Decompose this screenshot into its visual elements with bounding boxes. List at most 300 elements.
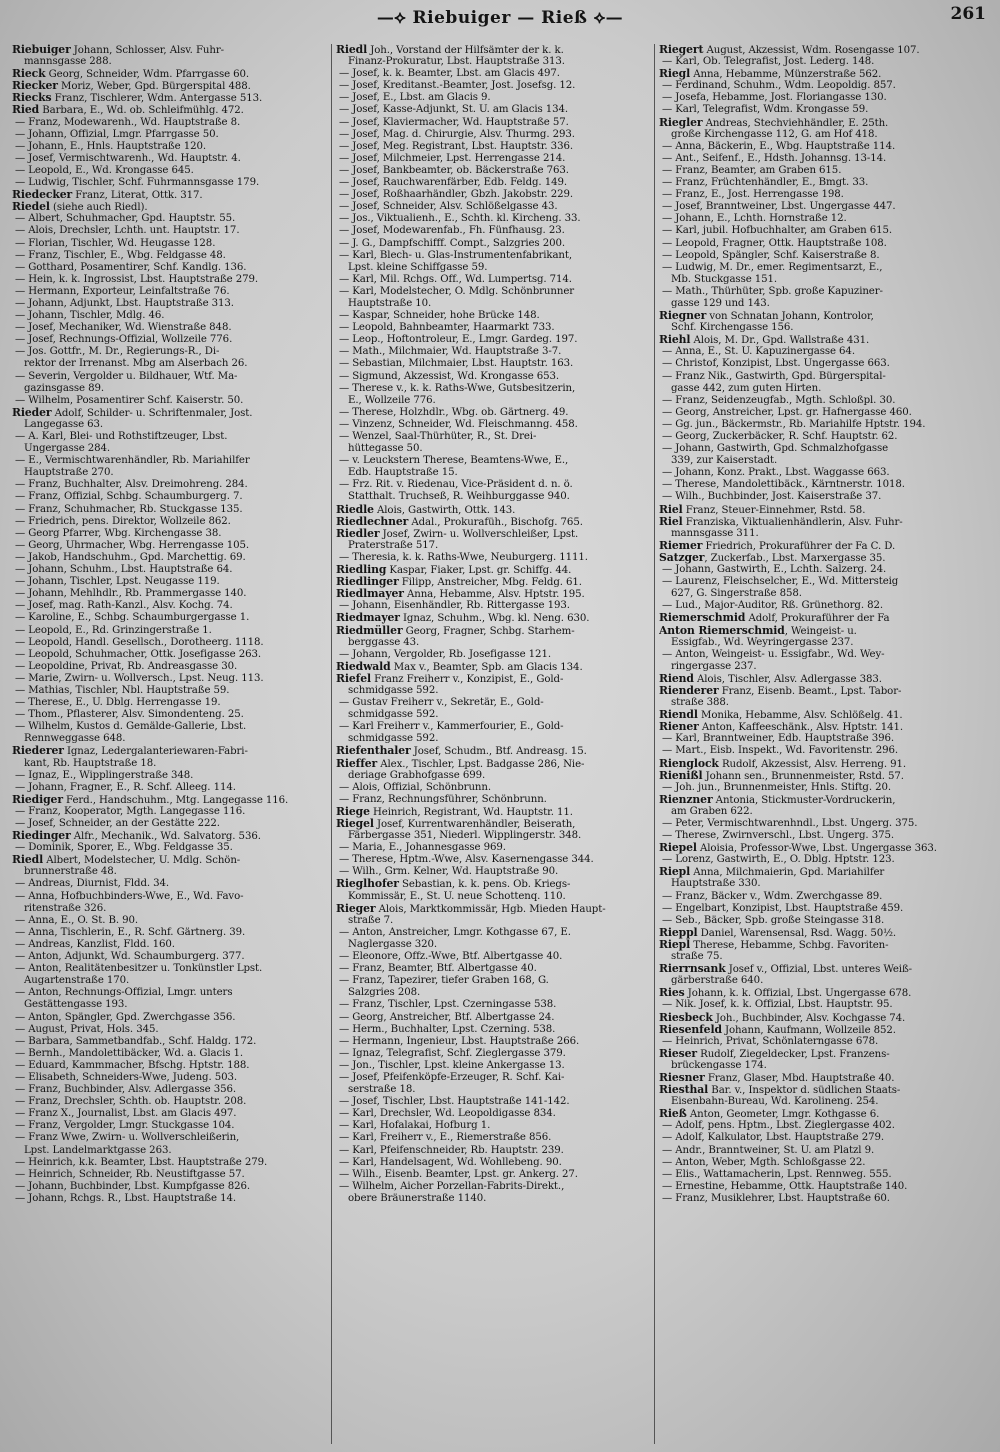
sub-entry: — Josef, Mag. d. Chirurgie, Alsv. Thurmg. 293. <box>339 128 575 140</box>
sub-entry: — Josef, Modewarenfab., Fh. Fünfhausg. 23. <box>339 225 565 237</box>
entry-details: Heinrich, Registrant, Wd. Hauptstr. 11. <box>369 806 573 818</box>
entry-continuation: brunnerstraße 48. <box>24 866 117 878</box>
entry-surname: Riemer <box>659 539 703 552</box>
directory-entry <box>659 939 974 951</box>
entry-surname: Riesthal <box>659 1084 709 1097</box>
entry-details: Anna, Hebamme, Alsv. Hptstr. 195. <box>403 589 585 601</box>
entry-surname: Rienglock <box>659 757 719 770</box>
sub-entry: — Anton, Rechnungs-Offizial, Lmgr. unters <box>15 987 233 999</box>
entry-details: Johann, Kaufmann, Wollzeile 852. <box>721 1024 896 1036</box>
sub-entry: — Jakob, Handschuhm., Gpd. Marchettig. 69. <box>15 551 246 563</box>
entry-details: Alfr., Mechanik., Wd. Salvatorg. 536. <box>70 831 261 843</box>
sub-entry: — Franz, Tischler, Lpst. Czerningasse 538. <box>339 999 557 1011</box>
sub-entry: — Wenzel, Saal-Thürhüter, R., St. Drei- <box>339 431 537 442</box>
entry-details: Adal., Prokurafüh., Bischofg. 765. <box>408 516 583 528</box>
entry-details: Rudolf, Akzessist, Alsv. Herreng. 91. <box>718 758 907 770</box>
sub-entry: — Anton, Weber, Mgth. Schloßgasse 22. <box>662 1156 866 1168</box>
entry-surname: Riedel <box>12 201 50 214</box>
sub-entry: — Anton, Adjunkt, Wd. Schaumburgerg. 377. <box>15 951 245 963</box>
entry-surname: Anton Riemerschmid <box>659 624 785 637</box>
entry-details: Georg, Fragner, Schbg. Starhem- <box>402 625 575 637</box>
entry-continuation: schmidgasse 592. <box>348 709 439 721</box>
entry-surname: Ries <box>659 987 685 1000</box>
entry-details: Alois, Gastwirth, Ottk. 143. <box>373 504 516 516</box>
directory-entry <box>336 745 651 757</box>
entry-details: Alois, Tischler, Alsv. Adlergasse 383. <box>693 673 882 685</box>
sub-entry: — Barbara, Sammetbandfab., Schf. Haldg. 172. <box>15 1035 257 1047</box>
sub-entry: — Karl, Handelsagent, Wd. Wohllebeng. 90. <box>339 1156 562 1168</box>
sub-entry: — Ant., Seifenf., E., Hdsth. Johannsg. 13-14. <box>662 152 887 164</box>
entry-continuation: Lpst. Landelmarktgasse 263. <box>24 1144 172 1156</box>
entry-continuation: Hauptstraße 330. <box>671 878 761 890</box>
sub-entry: — Elis., Wattamacherin, Lpst. Rennweg. 555. <box>662 1168 892 1180</box>
sub-entry: — Jon., Tischler, Lpst. kleine Ankergasse 13. <box>339 1059 565 1071</box>
entry-surname: Rieppl <box>659 926 698 939</box>
sub-entry: — Georg Pfarrer, Wbg. Kirchengasse 38. <box>15 527 222 539</box>
directory-entry <box>659 334 974 346</box>
sub-entry: — Andreas, Kanzlist, Fldd. 160. <box>15 938 175 950</box>
sub-entry: — Dominik, Sporer, E., Wbg. Feldgasse 35. <box>15 842 233 854</box>
entry-details: Monika, Hebamme, Alsv. Schlößelg. 41. <box>697 710 903 722</box>
directory-entry <box>659 516 974 528</box>
entry-surname: Riener <box>659 721 699 734</box>
directory-entry <box>12 407 328 419</box>
entry-details: Aloisia, Professor-Wwe, Lbst. Ungergasse 363. <box>696 843 937 855</box>
sub-entry: — Franz, Tischler, E., Wbg. Feldgasse 48. <box>15 249 226 261</box>
sub-entry: — Jos. Gottfr., M. Dr., Regierungs-R., Di- <box>15 346 220 358</box>
sub-entry: — Therese, Mandolettibäck., Kärntnerstr. 1018. <box>662 479 905 491</box>
directory-entry <box>336 504 651 516</box>
sub-entry: — Friedrich, pens. Direktor, Wollzeile 862. <box>15 515 231 527</box>
directory-entry <box>659 310 974 322</box>
sub-entry: — Franz, Beamter, Btf. Albertgasse 40. <box>339 963 537 975</box>
entry-surname: Rieder <box>12 406 52 419</box>
sub-entry: — Therese, Hptm.-Wwe, Alsv. Kasernengasse 344. <box>339 854 594 866</box>
directory-entry <box>659 709 974 721</box>
directory-entry <box>336 758 651 770</box>
entry-details: Joh., Vorstand der Hilfsämter der k. k. <box>367 45 564 56</box>
sub-entry: — Anna, Hofbuchbinders-Wwe, E., Wd. Favo- <box>15 890 244 902</box>
directory-entry <box>659 504 974 516</box>
directory-entry <box>12 794 328 806</box>
directory-entry <box>12 80 328 92</box>
entry-details: Max v., Beamter, Spb. am Glacis 134. <box>390 661 583 673</box>
entry-continuation: 627, G. Singerstraße 858. <box>671 588 802 600</box>
sub-entry: — Albert, Schuhmacher, Gpd. Hauptstr. 55. <box>15 213 236 225</box>
entry-surname: Riepel <box>659 842 697 855</box>
sub-entry: — Georg, Zuckerbäcker, R. Schf. Hauptstr. 62. <box>662 431 898 442</box>
sub-entry: — Hein, k. k. Ingrossist, Lbst. Hauptstraße 279. <box>15 273 258 285</box>
sub-entry: — Christof, Konzipist, Lbst. Ungergasse 663. <box>662 358 890 370</box>
entry-continuation: gasse 442, zum guten Hirten. <box>671 382 822 394</box>
sub-entry: — Ignaz, Telegrafist, Schf. Zieglergasse 379. <box>339 1047 566 1059</box>
entry-details: Josef, Zwirn- u. Wollverschleißer, Lpst. <box>379 528 579 540</box>
directory-entry <box>659 866 974 878</box>
directory-entry <box>12 830 328 842</box>
entry-details: Franz, Steuer-Einnehmer, Rstd. 58. <box>682 504 866 516</box>
entry-continuation: Langegasse 63. <box>24 418 104 430</box>
sub-entry: — Karl, Freiherr v., E., Riemerstraße 856. <box>339 1132 552 1144</box>
entry-surname: Ried <box>12 104 40 117</box>
sub-entry: — Johann, Gastwirth, E., Lchth. Salzerg. 24. <box>662 564 887 576</box>
sub-entry: — Josef, Mechaniker, Wd. Wienstraße 848. <box>15 322 232 334</box>
sub-entry: — Leopold, E., Wd. Krongasse 645. <box>15 164 194 176</box>
sub-entry: — Josef, Schneider, an der Gestätte 222. <box>15 818 220 829</box>
entry-continuation: straße 388. <box>671 697 729 709</box>
sub-entry: — Karl, Ob. Telegrafist, Jost. Lederg. 148. <box>662 56 875 68</box>
entry-details: Josef, Kurrentwarenhändler, Beiserath, <box>373 819 576 830</box>
directory-entry <box>336 673 651 685</box>
entry-surname: Riedlmayer <box>336 588 404 601</box>
sub-entry: — Hermann, Ingenieur, Lbst. Hauptstraße 266. <box>339 1035 580 1047</box>
directory-entry <box>659 612 974 624</box>
entry-continuation: ritenstraße 326. <box>24 902 107 914</box>
entry-surname: Riepl <box>659 866 691 879</box>
sub-entry: — Anna, Tischlerin, E., R. Schf. Gärtnerg. 39. <box>15 926 246 938</box>
sub-entry: — Alois, Offizial, Schönbrunn. <box>339 781 491 793</box>
entry-details: Bar. v., Inspektor d. südlichen Staats- <box>708 1085 901 1097</box>
entry-details: Andreas, Stechviehhändler, E. 25th. <box>702 117 889 129</box>
entry-details: Adolf, Prokuraführer der Fa <box>745 613 890 625</box>
sub-entry: — Heinrich, k.k. Beamter, Lbst. Hauptstraße 279. <box>15 1156 268 1168</box>
entry-details: Daniel, Warensensal, Rsd. Wagg. 50½. <box>697 927 897 939</box>
sub-entry: — v. Leuckstern Therese, Beamtens-Wwe, E., <box>339 455 569 467</box>
entry-details: Franz, Glaser, Mbd. Hauptstraße 40. <box>704 1072 895 1084</box>
entry-continuation: Mb. Stuckgasse 151. <box>671 273 778 285</box>
entry-details: Anna, Milchmaierin, Gpd. Mariahilfer <box>690 867 885 879</box>
sub-entry: — Bernh., Mandolettibäcker, Wd. a. Glacis 1. <box>15 1047 244 1059</box>
directory-entry <box>12 68 328 80</box>
sub-entry: — Johann, Gastwirth, Gpd. Schmalzhofgasse <box>662 443 889 455</box>
sub-entry: — Franz, Schuhmacher, Rb. Stuckgasse 135. <box>15 503 243 515</box>
directory-entry <box>659 1108 974 1120</box>
sub-entry: — Marie, Zwirn- u. Wollversch., Lpst. Neug. 113. <box>15 672 264 684</box>
directory-entry <box>659 963 974 975</box>
sub-entry: — Mart., Eisb. Inspekt., Wd. Favoritenstr. 296. <box>662 745 899 757</box>
entry-continuation: schmidgasse 592. <box>348 733 439 745</box>
entry-surname: Riesbeck <box>659 1011 713 1024</box>
entry-surname: Riel <box>659 515 683 528</box>
sub-entry: — Therese, Zwirnverschl., Lbst. Ungerg. 375. <box>662 830 894 842</box>
sub-entry: — Lorenz, Gastwirth, E., O. Dblg. Hptstr. 123. <box>662 854 895 866</box>
entry-surname: Riecker <box>12 80 58 93</box>
entry-surname: Rieser <box>659 1047 697 1060</box>
entry-surname: Riebuiger <box>12 44 71 56</box>
sub-entry: — Therese v., k. k. Raths-Wwe, Gutsbesitzerin, <box>339 382 576 394</box>
directory-entry <box>659 1012 974 1024</box>
sub-entry: — Therese, E., U. Dblg. Herrengasse 19. <box>15 697 221 709</box>
directory-entry <box>659 540 974 552</box>
sub-entry: — Frz. Rit. v. Riedenau, Vice-Präsident d. n. ö. <box>339 479 573 491</box>
sub-entry: — Georg, Uhrmacher, Wbg. Herrengasse 105. <box>15 539 250 551</box>
entry-continuation: Salzgries 208. <box>348 987 421 999</box>
entry-continuation: berggasse 43. <box>348 636 420 648</box>
entry-surname: Riedlechner <box>336 515 409 528</box>
page-number: 261 <box>950 4 986 24</box>
entry-surname: Rieß <box>659 1108 687 1121</box>
sub-entry: — Johann, Fragner, E., R. Schf. Alleeg. 114. <box>15 781 236 793</box>
sub-entry: — Georg, Anstreicher, Btf. Albertgasse 24. <box>339 1011 555 1023</box>
entry-continuation: Schf. Kirchengasse 156. <box>671 322 794 334</box>
entry-continuation: Edb. Hauptstraße 15. <box>348 467 458 479</box>
sub-entry: — Lud., Major-Auditor, Rß. Grünethorg. 82. <box>662 600 884 612</box>
sub-entry: — Johann, Offizial, Lmgr. Pfarrgasse 50. <box>15 128 219 140</box>
sub-entry: — Ernestine, Hebamme, Ottk. Hauptstraße 140. <box>662 1180 908 1192</box>
sub-entry: — Franz X., Journalist, Lbst. am Glacis 497. <box>15 1108 237 1120</box>
entry-continuation: gasse 129 und 143. <box>671 297 770 309</box>
entry-continuation: deriage Grabhofgasse 699. <box>348 769 486 781</box>
entry-details: Rudolf, Ziegeldecker, Lpst. Franzens- <box>696 1048 890 1060</box>
entry-surname: Riedler <box>336 527 380 540</box>
sub-entry: — Johann, E., Lchth. Hornstraße 12. <box>662 213 847 225</box>
sub-entry: — Wilh., Eisenb. Beamter, Lpst. gr. Ankerg. 27. <box>339 1168 578 1180</box>
sub-entry: — Josef, Branntweiner, Lbst. Ungergasse 447. <box>662 201 896 213</box>
entry-continuation: brückengasse 174. <box>671 1059 767 1071</box>
entry-details: Kaspar, Fiaker, Lpst. gr. Schiffg. 44. <box>386 565 572 577</box>
sub-entry: — Josef, Bankbeamter, ob. Bäckerstraße 763. <box>339 164 569 176</box>
entry-continuation: Finanz-Prokuratur, Lbst. Hauptstraße 313. <box>348 56 565 68</box>
entry-continuation: Hauptstraße 270. <box>24 467 114 479</box>
entry-continuation: am Graben 622. <box>671 805 753 817</box>
directory-entry <box>336 661 651 673</box>
directory-entry <box>336 516 651 528</box>
sub-entry: — Anton, Realitätenbesitzer u. Tonkünstler Lpst. <box>15 963 263 975</box>
directory-entry <box>336 818 651 830</box>
entry-continuation: mannsgasse 288. <box>24 56 112 68</box>
entry-details: (siehe auch Riedl). <box>49 202 148 214</box>
directory-entry <box>336 806 651 818</box>
directory-entry <box>659 68 974 80</box>
entry-continuation: straße 7. <box>348 914 394 926</box>
sub-entry: — Therese, Holzhdlr., Wbg. ob. Gärtnerg. 49. <box>339 406 569 418</box>
sub-entry: — Ferdinand, Schuhm., Wdm. Leopoldig. 857. <box>662 80 896 92</box>
directory-entry <box>659 794 974 806</box>
entry-surname: Riegert <box>659 44 704 56</box>
sub-entry: — Ludwig, M. Dr., emer. Regimentsarzt, E., <box>662 261 883 273</box>
entry-surname: Riend <box>659 672 694 685</box>
sub-entry: — Franz, Buchbinder, Alsv. Adlergasse 356. <box>15 1084 236 1096</box>
sub-entry: — Karl, Hofalakai, Hofburg 1. <box>339 1120 491 1132</box>
sub-entry: — Florian, Tischler, Wd. Heugasse 128. <box>15 237 216 249</box>
entry-surname: Riedmayer <box>336 612 400 625</box>
sub-entry: — Franz, Bäcker v., Wdm. Zwerchgasse 89. <box>662 890 883 902</box>
entry-details: Franz, Tischlerer, Wdm. Antergasse 513. <box>51 93 263 105</box>
entry-surname: Riecks <box>12 92 52 105</box>
sub-entry: — Thom., Pflasterer, Alsv. Simondenteng. 25. <box>15 709 244 721</box>
directory-entry <box>659 1072 974 1084</box>
sub-entry: — Gg. jun., Bäckermstr., Rb. Mariahilfe Hptstr. 194. <box>662 418 926 430</box>
directory-entry <box>659 1024 974 1036</box>
sub-entry: — Josef, Meg. Registrant, Lbst. Hauptstr. 336. <box>339 140 573 152</box>
sub-entry: — Adolf, Kalkulator, Lbst. Hauptstraße 279. <box>662 1132 884 1144</box>
sub-entry: — Franz, Seidenzeugfab., Mgth. Schloßpl. 30. <box>662 394 896 406</box>
directory-entry <box>659 721 974 733</box>
sub-entry: — Elisabeth, Schneiders-Wwe, Judeng. 503. <box>15 1071 238 1083</box>
entry-surname: Riesner <box>659 1071 705 1084</box>
entry-continuation: Hauptstraße 10. <box>348 297 432 309</box>
directory-entry <box>659 625 974 637</box>
sub-entry: — Karl, Blech- u. Glas-Instrumentenfabrikant, <box>339 249 573 261</box>
entry-surname: Riedle <box>336 503 374 516</box>
sub-entry: — Hermann, Exporteur, Leinfaltstraße 76. <box>15 285 230 297</box>
sub-entry: — Franz, Modewarenh., Wd. Hauptstraße 8. <box>15 116 241 128</box>
sub-entry: — Johann, E., Hnls. Hauptstraße 120. <box>15 140 206 152</box>
entry-surname: Rienzner <box>659 793 713 806</box>
column-3 <box>654 44 977 1444</box>
entry-continuation: Essigfab., Wd. Weyringergasse 237. <box>671 636 854 648</box>
sub-entry: — Josef, Pfeifenköpfe-Erzeuger, R. Schf. Kai- <box>339 1071 565 1083</box>
sub-entry: — Heinrich, Schneider, Rb. Neustiftgasse 57. <box>15 1168 245 1180</box>
sub-entry: — Adolf, pens. Hptm., Lbst. Zieglergasse 402. <box>662 1120 895 1132</box>
sub-entry: — Vinzenz, Schneider, Wd. Fleischmanng. 458. <box>339 418 578 430</box>
sub-entry: — Leopold, Spängler, Schf. Kaiserstraße 8. <box>662 249 880 261</box>
directory-entry <box>659 673 974 685</box>
entry-surname: Riefenthaler <box>336 745 411 758</box>
sub-entry: — Anna, Bäckerin, E., Wbg. Hauptstraße 114. <box>662 140 896 152</box>
sub-entry: — Wilhelm, Kustos d. Gemälde-Gallerie, Lbst. <box>15 721 247 733</box>
sub-entry: — Gustav Freiherr v., Sekretär, E., Gold- <box>339 697 544 709</box>
sub-entry: — Josef, mag. Rath-Kanzl., Alsv. Kochg. 74. <box>15 600 233 612</box>
entry-details: Alex., Tischler, Lpst. Badgasse 286, Nie- <box>377 758 585 770</box>
entry-details: Filipp, Anstreicher, Mbg. Feldg. 61. <box>398 577 582 589</box>
directory-entry <box>336 528 651 540</box>
sub-entry: — Nik. Josef, k. k. Offizial, Lbst. Hauptstr. 95. <box>662 999 893 1011</box>
entry-continuation: ringergasse 237. <box>671 660 757 672</box>
directory-entry <box>12 104 328 116</box>
entry-surname: Riedl <box>12 854 44 867</box>
entry-continuation: 339, zur Kaiserstadt. <box>671 455 778 467</box>
sub-entry: — Herm., Buchhalter, Lpst. Czerning. 538. <box>339 1023 556 1035</box>
directory-entry <box>336 903 651 915</box>
entry-continuation: straße 75. <box>671 951 723 963</box>
entry-details: Adolf, Schilder- u. Schriftenmaler, Jost. <box>51 407 253 419</box>
sub-entry: — Franz, Kooperator, Mgth. Langegasse 116. <box>15 805 246 817</box>
entry-surname: Riepl <box>659 938 691 951</box>
directory-entry <box>659 44 974 56</box>
sub-entry: — Johann, Tischler, Lpst. Neugasse 119. <box>15 576 220 588</box>
sub-entry: — Franz, Rechnungsführer, Schönbrunn. <box>339 793 547 805</box>
sub-entry: — Josef, Rauchwarenfärber, Edb. Feldg. 149. <box>339 177 567 189</box>
sub-entry: — E., Vermischtwarenhändler, Rb. Mariahilfer <box>15 455 250 467</box>
entry-details: Therese, Hebamme, Schbg. Favoriten- <box>690 939 889 951</box>
sub-entry: — August, Privat, Hols. 345. <box>15 1023 159 1035</box>
entry-surname: Riegler <box>659 116 703 129</box>
entry-continuation: obere Bräunerstraße 1140. <box>348 1192 487 1204</box>
entry-continuation: mannsgasse 311. <box>671 527 759 539</box>
entry-details: Ignaz, Schuhm., Wbg. kl. Neng. 630. <box>399 613 590 625</box>
entry-surname: Riegel <box>336 818 374 830</box>
sub-entry: — Anton, Anstreicher, Lmgr. Kothgasse 67, E. <box>339 926 571 938</box>
directory-entry <box>12 189 328 201</box>
directory-entry <box>336 625 651 637</box>
sub-entry: — Eleonore, Offz.-Wwe, Btf. Albertgasse 40. <box>339 951 563 963</box>
entry-continuation: rektor der Irrenanst. Mbg am Alserbach 26. <box>24 358 248 370</box>
sub-entry: — Gotthard, Posamentirer, Schf. Kandlg. 136. <box>15 261 247 273</box>
sub-entry: — Josef, Schneider, Alsv. Schlößelgasse 43. <box>339 201 558 213</box>
entry-continuation: schmidgasse 592. <box>348 684 439 696</box>
running-head: —⟡ Riebuiger — Rieß ⟡— <box>376 8 624 28</box>
entry-surname: Rieger <box>336 902 376 915</box>
entry-details: Franziska, Viktualienhändlerin, Alsv. Fuhr- <box>682 516 903 528</box>
entry-details: Johann, k. k. Offizial, Lbst. Ungergasse 678. <box>684 988 912 1000</box>
directory-entry <box>12 201 328 213</box>
entry-surname: Riediger <box>12 793 63 806</box>
directory-entry <box>12 92 328 104</box>
sub-entry: — Karl, Branntweiner, Edb. Hauptstraße 396. <box>662 733 894 745</box>
sub-entry: — Josef, E., Lbst. am Glacis 9. <box>339 92 491 104</box>
entry-details: Moriz, Weber, Gpd. Bürgerspital 488. <box>57 81 251 93</box>
sub-entry: — Franz, Buchhalter, Alsv. Dreimohreng. 284. <box>15 479 248 491</box>
entry-continuation: hüttegasse 50. <box>348 443 423 455</box>
directory-entry <box>12 854 328 866</box>
sub-entry: — Josef, Kreditanst.-Beamter, Jost. Josefsg. 12. <box>339 80 576 92</box>
entry-continuation: große Kirchengasse 112, G. am Hof 418. <box>671 128 878 140</box>
entry-details: Antonia, Stickmuster-Vordruckerin, <box>712 794 896 806</box>
sub-entry: — Engelbart, Konzipist, Lbst. Hauptstraße 459. <box>662 902 904 914</box>
sub-entry: — Kaspar, Schneider, hohe Brücke 148. <box>339 310 540 322</box>
sub-entry: — Johann, Schuhm., Lbst. Hauptstraße 64. <box>15 564 233 576</box>
sub-entry: — Josef, Kasse-Adjunkt, St. U. am Glacis 134. <box>339 104 569 116</box>
entry-details: Ignaz, Ledergalanteriewaren-Fabri- <box>63 746 248 758</box>
sub-entry: — Joh. jun., Brunnenmeister, Hnls. Stiftg. 20. <box>662 781 892 793</box>
entry-surname: Riedinger <box>12 830 71 843</box>
sub-entry: — Franz, Früchtenhändler, E., Bmgt. 33. <box>662 177 869 189</box>
sub-entry: — Leopold, Bahnbeamter, Haarmarkt 733. <box>339 322 555 334</box>
entry-details: , Zuckerfab., Lbst. Marxergasse 35. <box>704 552 886 564</box>
sub-entry: — Ignaz, E., Wipplingerstraße 348. <box>15 769 194 781</box>
entry-details: Franz, Eisenb. Beamt., Lpst. Tabor- <box>718 685 902 697</box>
entry-continuation: Statthalt. Truchseß, R. Weihburggasse 940. <box>348 491 570 503</box>
entry-surname: Rierrnsank <box>659 963 726 976</box>
entry-continuation: Eisenbahn-Bureau, Wd. Karolineng. 254. <box>671 1096 879 1108</box>
sub-entry: — Josefa, Hebamme, Jost. Floriangasse 130. <box>662 92 887 104</box>
directory-entry <box>659 552 974 564</box>
directory-entry <box>659 1048 974 1060</box>
entry-details: Georg, Schneider, Wdm. Pfarrgasse 60. <box>45 69 250 81</box>
entry-details: Joh., Buchbinder, Alsv. Kochgasse 74. <box>712 1012 906 1024</box>
entry-surname: Riegl <box>659 68 691 81</box>
sub-entry: — Franz, Beamter, am Graben 615. <box>662 164 842 176</box>
sub-entry: — Severin, Vergolder u. Bildhauer, Wtf. Ma- <box>15 370 238 382</box>
sub-entry: — Sebastian, Milchmaier, Lbst. Hauptstr. 163. <box>339 358 574 370</box>
entry-details: von Schnatan Johann, Kontrolor, <box>706 311 874 323</box>
entry-details: Johann, Schlosser, Alsv. Fuhr- <box>70 45 224 56</box>
entry-details: Alois, Marktkommissär, Hgb. Mieden Haupt- <box>375 903 606 915</box>
sub-entry: — Mathias, Tischler, Nbl. Hauptstraße 59. <box>15 684 230 696</box>
entry-continuation: Ungergasse 284. <box>24 443 111 455</box>
sub-entry: — Karoline, E., Schbg. Schaumburgergasse 1. <box>15 612 250 624</box>
sub-entry: — Josef, k. k. Beamter, Lbst. am Glacis 497. <box>339 68 560 80</box>
directory-entry <box>659 1084 974 1096</box>
entry-details: Franz Freiherr v., Konzipist, E., Gold- <box>370 673 564 685</box>
sub-entry: — Anton, Weingeist- u. Essigfabr., Wd. Wey- <box>662 648 885 660</box>
sub-entry: — Theresia, k. k. Raths-Wwe, Neuburgerg. 1111. <box>339 551 588 563</box>
sub-entry: — Karl, Mil. Rchgs. Off., Wd. Lumpertsg. 714. <box>339 273 572 285</box>
sub-entry: — Johann, Buchbinder, Lbst. Kumpfgasse 826. <box>15 1180 250 1192</box>
directory-entry <box>336 878 651 890</box>
entry-surname: Riehl <box>659 334 691 347</box>
entry-surname: Riemerschmid <box>659 612 746 625</box>
directory-entry <box>12 745 328 757</box>
sub-entry: — Johann, Konz. Prakt., Lbst. Waggasse 663. <box>662 467 890 479</box>
sub-entry: — Leopold, Handl. Gesellsch., Dorotheerg. 1118. <box>15 636 264 648</box>
entry-surname: Rienißl <box>659 769 703 782</box>
entry-continuation: E., Wollzeile 776. <box>348 394 436 406</box>
entry-details: Friedrich, Prokuraführer der Fa C. D. <box>702 540 896 552</box>
entry-surname: Riesenfeld <box>659 1023 722 1036</box>
page-header <box>8 4 992 44</box>
directory-entry <box>336 576 651 588</box>
